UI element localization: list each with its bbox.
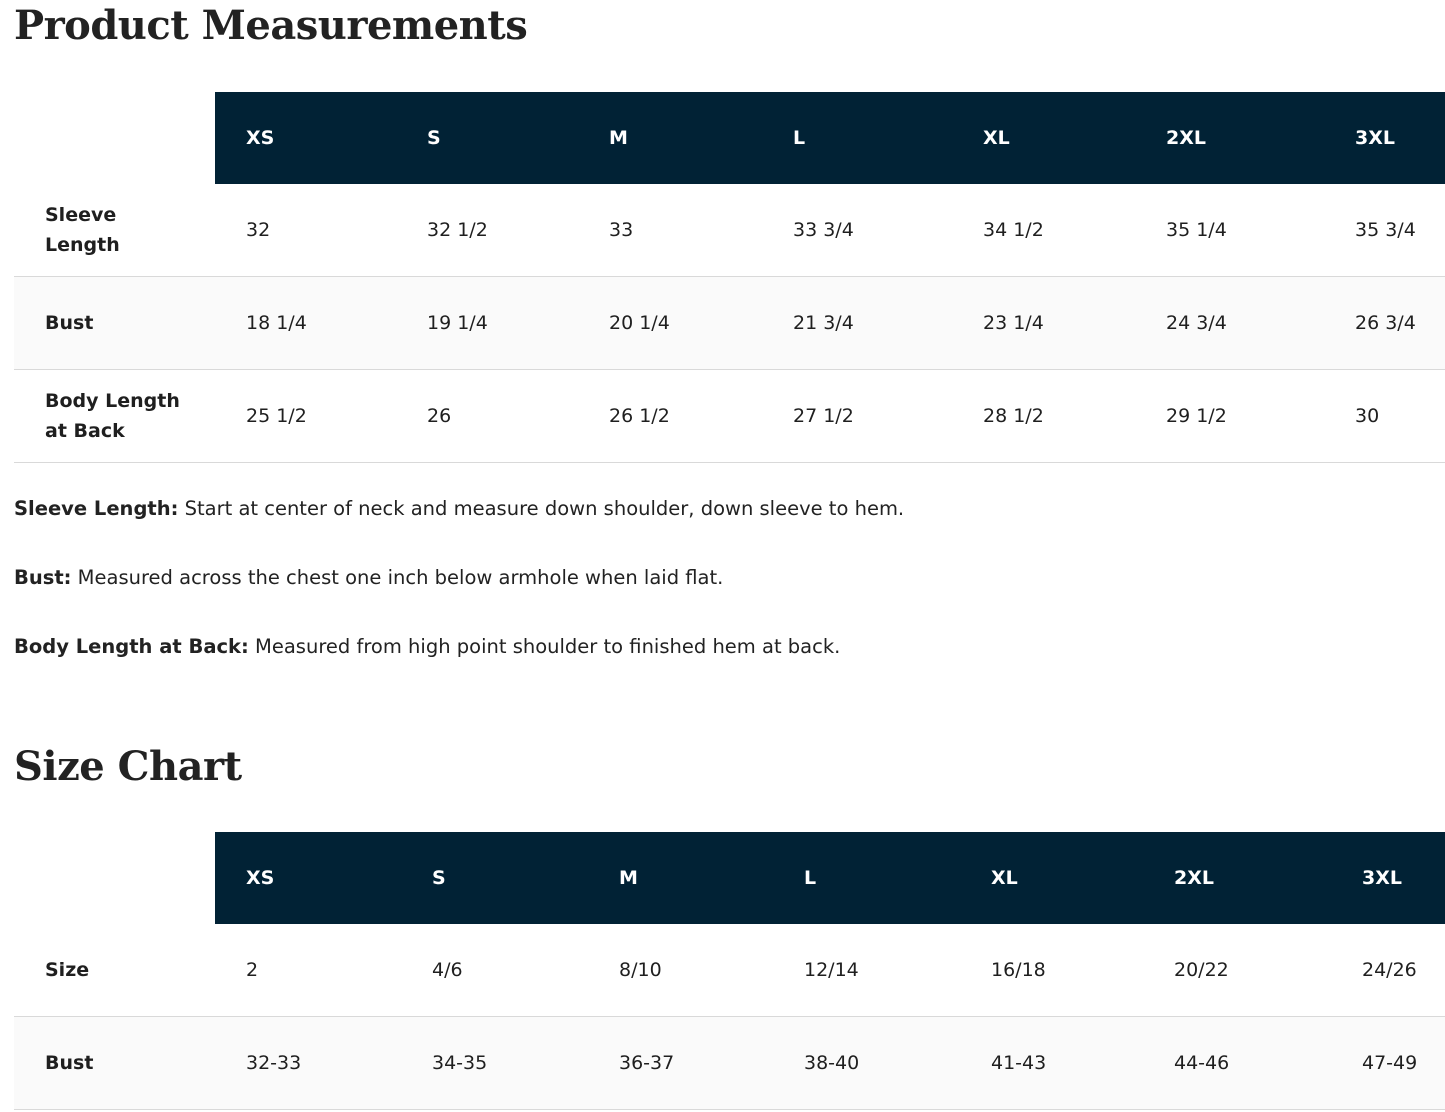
table-cell: 4/6 — [401, 924, 588, 1017]
table-cell: 32 1/2 — [396, 184, 578, 277]
size-chart-table — [14, 832, 1445, 1110]
table-cell: 36-37 — [588, 1017, 773, 1110]
note-sleeve-length — [14, 497, 1414, 520]
table-cell: 41-43 — [960, 1017, 1143, 1110]
table-cell: 21 3/4 — [762, 277, 952, 370]
table-cell: 26 3/4 — [1324, 277, 1445, 370]
row-label-bust: Bust — [14, 277, 215, 370]
table-cell: 18 1/4 — [215, 277, 396, 370]
size-chart-header-row — [14, 832, 1445, 924]
note-body-length-at-back — [14, 635, 1414, 658]
note-text: Measured from high point shoulder to finished hem at back. — [248, 635, 841, 658]
table-cell: 32 — [215, 184, 396, 277]
measurements-table — [14, 92, 1445, 463]
size-header-m: M — [578, 92, 762, 184]
note-text: Start at center of neck and measure down shoulder, down sleeve to hem. — [178, 497, 905, 520]
table-cell: 2 — [215, 924, 401, 1017]
table-cell: 12/14 — [773, 924, 960, 1017]
row-label-size: Size — [14, 924, 215, 1017]
note-term: Bust: — [14, 566, 72, 589]
note-bust — [14, 566, 1414, 589]
table-cell: 33 3/4 — [762, 184, 952, 277]
table-cell: 24/26 — [1331, 924, 1445, 1017]
table-cell: 34 1/2 — [952, 184, 1135, 277]
header-corner — [14, 92, 215, 184]
table-cell: 33 — [578, 184, 762, 277]
size-header-3xl: 3XL — [1324, 92, 1445, 184]
measurements-header-row — [14, 92, 1445, 184]
note-term: Body Length at Back: — [14, 635, 249, 658]
table-row — [14, 277, 1445, 370]
measurements-title: Product Measurements — [14, 2, 528, 49]
row-label-sleeve-length: Sleeve Length — [14, 184, 215, 277]
table-cell: 47-49 — [1331, 1017, 1445, 1110]
table-cell: 30 — [1324, 370, 1445, 463]
table-cell: 26 — [396, 370, 578, 463]
table-row — [14, 1017, 1445, 1110]
header-corner — [14, 832, 215, 924]
table-cell: 38-40 — [773, 1017, 960, 1110]
table-row — [14, 370, 1445, 463]
size-header-xs: XS — [215, 832, 401, 924]
table-cell: 44-46 — [1143, 1017, 1331, 1110]
table-cell: 23 1/4 — [952, 277, 1135, 370]
table-cell: 16/18 — [960, 924, 1143, 1017]
table-cell: 20/22 — [1143, 924, 1331, 1017]
table-cell: 25 1/2 — [215, 370, 396, 463]
table-cell: 27 1/2 — [762, 370, 952, 463]
size-header-2xl: 2XL — [1135, 92, 1324, 184]
table-cell: 35 3/4 — [1324, 184, 1445, 277]
row-label-body-length-at-back: Body Length at Back — [14, 370, 215, 463]
size-header-3xl: 3XL — [1331, 832, 1445, 924]
size-header-m: M — [588, 832, 773, 924]
table-cell: 34-35 — [401, 1017, 588, 1110]
note-term: Sleeve Length: — [14, 497, 179, 520]
size-header-2xl: 2XL — [1143, 832, 1331, 924]
size-header-l: L — [773, 832, 960, 924]
table-cell: 24 3/4 — [1135, 277, 1324, 370]
size-chart-title: Size Chart — [14, 743, 242, 790]
table-cell: 26 1/2 — [578, 370, 762, 463]
size-header-xl: XL — [960, 832, 1143, 924]
size-header-s: S — [401, 832, 588, 924]
measurement-notes — [14, 497, 1414, 704]
row-label-bust: Bust — [14, 1017, 215, 1110]
size-header-l: L — [762, 92, 952, 184]
table-cell: 20 1/4 — [578, 277, 762, 370]
size-header-s: S — [396, 92, 578, 184]
table-cell: 32-33 — [215, 1017, 401, 1110]
table-cell: 35 1/4 — [1135, 184, 1324, 277]
size-header-xl: XL — [952, 92, 1135, 184]
table-cell: 29 1/2 — [1135, 370, 1324, 463]
table-cell: 28 1/2 — [952, 370, 1135, 463]
table-row — [14, 184, 1445, 277]
size-header-xs: XS — [215, 92, 396, 184]
table-cell: 19 1/4 — [396, 277, 578, 370]
note-text: Measured across the chest one inch below armhole when laid flat. — [71, 566, 724, 589]
table-cell: 8/10 — [588, 924, 773, 1017]
table-row — [14, 924, 1445, 1017]
